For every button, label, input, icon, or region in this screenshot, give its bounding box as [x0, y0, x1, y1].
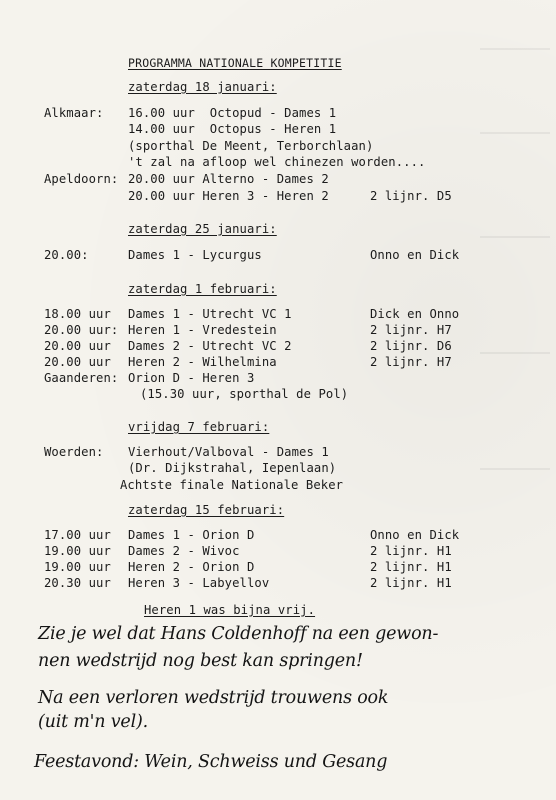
time: 20.00 uur	[44, 355, 111, 369]
match-line: Dames 1 - Utrecht VC 1	[128, 307, 292, 321]
time: 20.00 uur	[44, 339, 111, 353]
show-through-mark	[480, 48, 550, 50]
remark-line: 't zal na afloop wel chinezen worden....	[128, 155, 426, 169]
match-line: Dames 2 - Wivoc	[128, 544, 240, 558]
location: Gaanderen:	[44, 371, 119, 385]
match-line: Dames 1 - Orion D	[128, 528, 255, 542]
show-through-mark	[480, 352, 550, 354]
referee-note: Dick en Onno	[370, 307, 460, 321]
referee-note: 2 lijnr. H7	[370, 323, 452, 337]
time: 17.00 uur	[44, 528, 111, 542]
show-through-mark	[480, 468, 550, 470]
match-line: Dames 1 - Lycurgus	[128, 248, 262, 262]
referee-note: 2 lijnr. H1	[370, 544, 452, 558]
match-line: 14.00 uur Octopus - Heren 1	[128, 122, 337, 136]
referee-note: 2 lijnr. D5	[370, 189, 452, 203]
show-through-mark	[480, 236, 550, 238]
referee-note: Onno en Dick	[370, 528, 460, 542]
time: 20.30 uur	[44, 576, 111, 590]
referee-note: 2 lijnr. H1	[370, 560, 452, 574]
venue-line: (15.30 uur, sporthal de Pol)	[140, 387, 349, 401]
time: 20.00 uur:	[44, 323, 119, 337]
match-line: 16.00 uur Octopud - Dames 1	[128, 106, 337, 120]
match-line: Heren 1 - Vredestein	[128, 323, 277, 337]
date-heading: zaterdag 1 februari:	[128, 282, 277, 296]
date-heading: vrijdag 7 februari:	[128, 420, 270, 434]
handwritten-line: (uit m'n vel).	[38, 712, 148, 732]
handwritten-line: Na een verloren wedstrijd trouwens ook	[38, 688, 389, 708]
match-line: Heren 2 - Orion D	[128, 560, 255, 574]
referee-note: 2 lijnr. H7	[370, 355, 452, 369]
document-title: PROGRAMMA NATIONALE KOMPETITIE	[128, 56, 342, 70]
time: 19.00 uur	[44, 544, 111, 558]
show-through-mark	[480, 132, 550, 134]
date-heading: zaterdag 25 januari:	[128, 222, 277, 236]
handwritten-line: Zie je wel dat Hans Coldenhoff na een gewon-	[38, 624, 439, 644]
match-line: Orion D - Heren 3	[128, 371, 255, 385]
referee-note: 2 lijnr. D6	[370, 339, 452, 353]
referee-note: 2 lijnr. H1	[370, 576, 452, 590]
match-line: Dames 2 - Utrecht VC 2	[128, 339, 292, 353]
match-line: Heren 3 - Labyellov	[128, 576, 270, 590]
location: Apeldoorn:	[44, 172, 119, 186]
match-line: 20.00 uur Heren 3 - Heren 2	[128, 189, 329, 203]
match-line: Vierhout/Valboval - Dames 1	[128, 445, 329, 459]
location: Alkmaar:	[44, 106, 104, 120]
match-line: Heren 2 - Wilhelmina	[128, 355, 277, 369]
time: 18.00 uur	[44, 307, 111, 321]
time: 19.00 uur	[44, 560, 111, 574]
location: Woerden:	[44, 445, 104, 459]
match-line: 20.00 uur Alterno - Dames 2	[128, 172, 329, 186]
venue-line: (Dr. Dijkstrahal, Iepenlaan)	[128, 461, 337, 475]
venue-line: (sporthal De Meent, Terborchlaan)	[128, 139, 374, 153]
footer-note: Heren 1 was bijna vrij.	[144, 603, 316, 617]
date-heading: zaterdag 15 februari:	[128, 503, 285, 517]
referee-note: Onno en Dick	[370, 248, 460, 262]
time: 20.00:	[44, 248, 89, 262]
handwritten-line: Feestavond: Wein, Schweiss und Gesang	[34, 752, 388, 772]
cup-round: Achtste finale Nationale Beker	[120, 478, 344, 492]
handwritten-line: nen wedstrijd nog best kan springen!	[38, 651, 363, 671]
date-heading: zaterdag 18 januari:	[128, 80, 277, 94]
